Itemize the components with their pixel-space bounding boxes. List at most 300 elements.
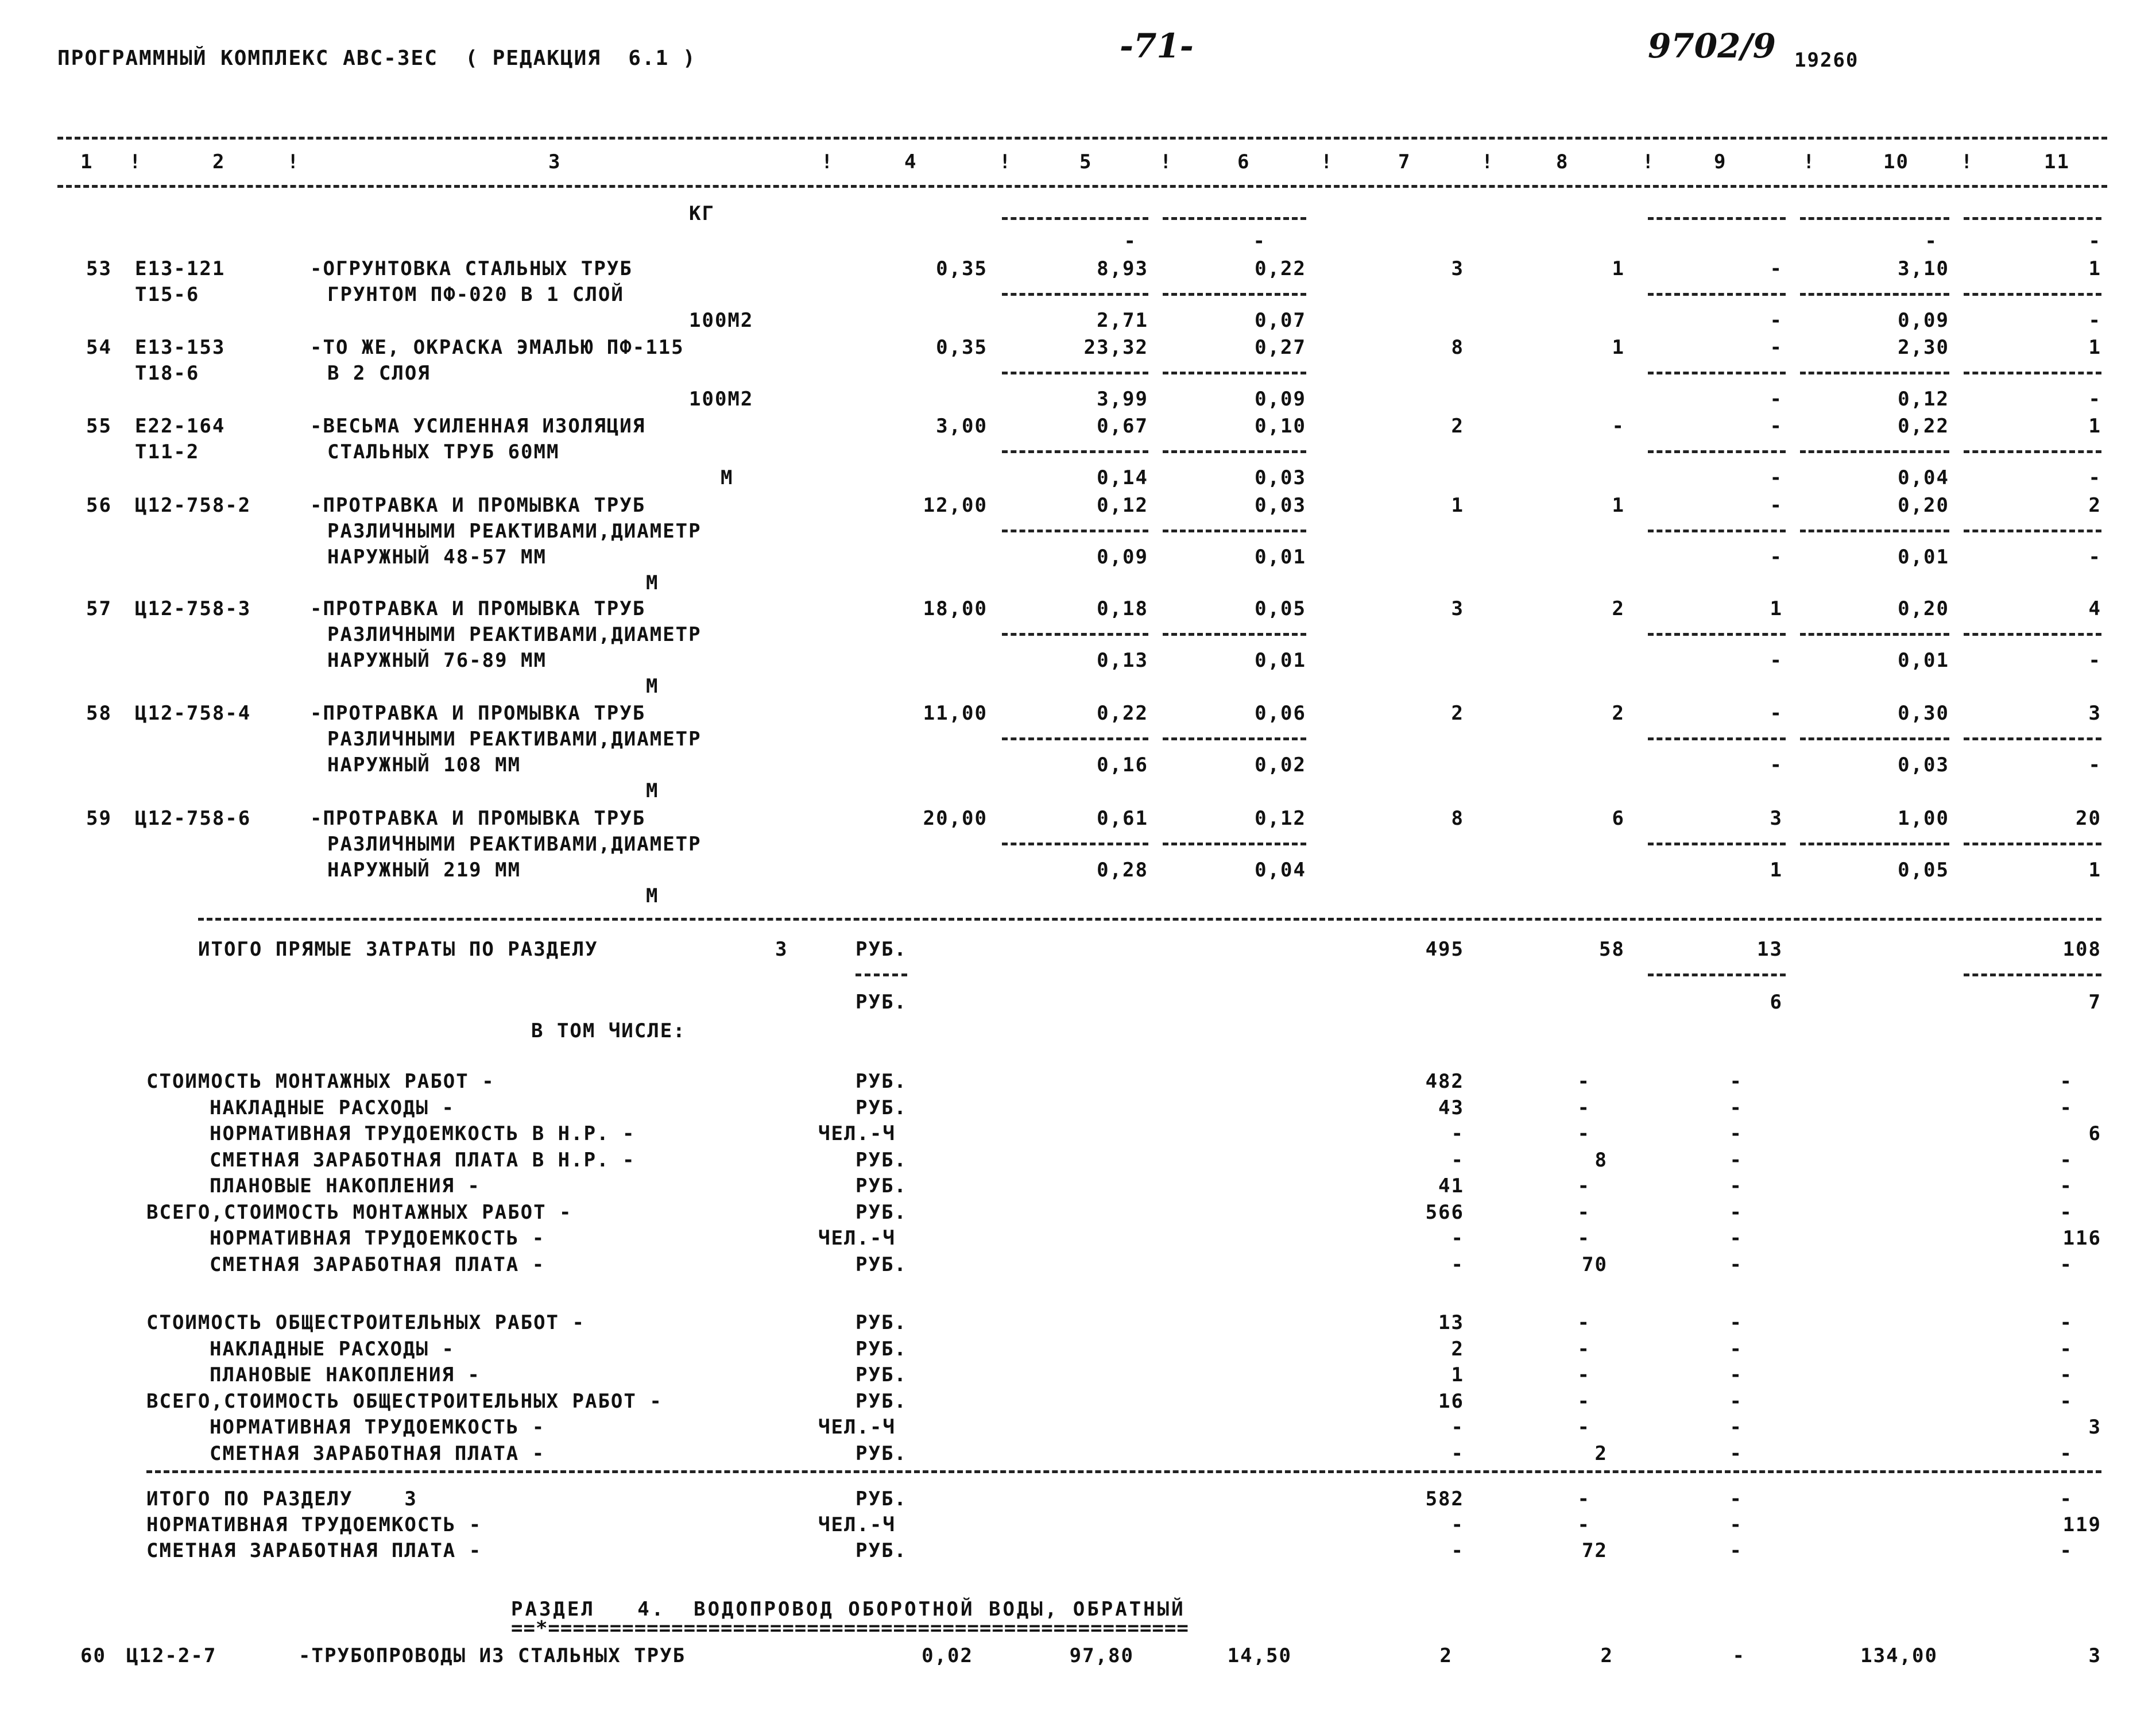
subtotal-rule bbox=[1800, 293, 1949, 296]
summary-unit: РУБ. bbox=[856, 1148, 907, 1172]
summary-label: НАКЛАДНЫЕ РАСХОДЫ - bbox=[210, 1096, 455, 1119]
cell-c9-wage: 1 bbox=[1770, 859, 1783, 882]
row-number: 58 bbox=[86, 702, 112, 725]
summary-c8: 8 bbox=[1594, 1148, 1608, 1172]
column-separator: ! bbox=[821, 150, 834, 173]
summary-label: СТОИМОСТЬ МОНТАЖНЫХ РАБОТ - bbox=[146, 1070, 495, 1093]
subtotal-rule bbox=[1800, 530, 1949, 532]
cell-c5: 0,61 bbox=[1097, 807, 1148, 830]
column-header: 11 bbox=[2044, 150, 2070, 173]
cell-c9-wage: - bbox=[1770, 754, 1783, 776]
summary-unit: РУБ. bbox=[856, 1311, 907, 1334]
summary-unit: РУБ. bbox=[856, 1389, 907, 1413]
summary-c7: 1 bbox=[1451, 1363, 1464, 1386]
rate-code: Ц12-758-3 bbox=[135, 597, 251, 620]
cell-c10: 0,30 bbox=[1898, 702, 1949, 725]
column-header: 4 bbox=[904, 150, 918, 173]
work-description: -ПРОТРАВКА И ПРОМЫВКА ТРУБ bbox=[310, 597, 646, 620]
unit-label: КГ bbox=[689, 202, 715, 225]
cell-c11: 1 bbox=[2088, 415, 2101, 438]
summary-c7: - bbox=[1451, 1513, 1464, 1536]
summary-c9: - bbox=[1729, 1175, 1743, 1197]
subtotal-rule bbox=[1648, 530, 1786, 532]
summary-c7: - bbox=[1451, 1539, 1464, 1562]
subtotal-rule bbox=[1800, 737, 1949, 740]
row-number: 56 bbox=[86, 494, 112, 517]
subtotal-rule bbox=[1964, 737, 2101, 740]
summary-unit: РУБ. bbox=[856, 1337, 907, 1361]
summary-c11: 3 bbox=[2088, 1416, 2101, 1439]
cell-c5: 8,93 bbox=[1097, 257, 1148, 280]
subtotal-rule bbox=[1800, 843, 1949, 845]
cell-c5-wage: 0,16 bbox=[1097, 754, 1148, 776]
rate-code: Ц12-758-6 bbox=[135, 807, 251, 830]
rate-code: Е13-153 bbox=[135, 336, 226, 359]
rate-code: Ц12-758-2 bbox=[135, 494, 251, 517]
work-description: РАЗЛИЧНЫМИ РЕАКТИВАМИ,ДИАМЕТР bbox=[327, 520, 702, 543]
summary-c11: 116 bbox=[2062, 1227, 2101, 1250]
cell-c6: 0,05 bbox=[1255, 597, 1306, 620]
cell-c5-wage: 0,09 bbox=[1097, 546, 1148, 569]
cell-c9: - bbox=[1770, 336, 1783, 359]
section-title: РАЗДЕЛ 4. ВОДОПРОВОД ОБОРОТНОЙ ВОДЫ, ОБРАТНЫЙ bbox=[511, 1598, 1186, 1621]
summary-c11: - bbox=[2060, 1253, 2073, 1276]
cell-c11: 1 bbox=[2088, 336, 2101, 359]
rate-code: Е22-164 bbox=[135, 415, 226, 438]
subtotal-rule bbox=[1964, 633, 2101, 636]
row-number: 54 bbox=[86, 336, 112, 359]
summary-c7: 582 bbox=[1425, 1488, 1464, 1510]
unit-label: М bbox=[721, 466, 734, 489]
subtotal-rule bbox=[1163, 372, 1306, 374]
cell-c6-wage: 0,02 bbox=[1255, 754, 1306, 776]
column-separator: ! bbox=[129, 150, 142, 173]
summary-c9: - bbox=[1729, 1200, 1743, 1224]
subtotal-rule bbox=[1002, 633, 1148, 636]
subtotal-rule bbox=[1800, 217, 1949, 220]
cell-c9: 3 bbox=[1770, 807, 1783, 830]
cell-c8: 1 bbox=[1612, 494, 1625, 517]
column-separator: ! bbox=[1481, 150, 1495, 173]
summary-c8: - bbox=[1577, 1389, 1590, 1413]
quantity: 12,00 bbox=[923, 494, 988, 517]
work-description: РАЗЛИЧНЫМИ РЕАКТИВАМИ,ДИАМЕТР bbox=[327, 623, 702, 646]
summary-c9: - bbox=[1729, 1227, 1743, 1250]
cell-c7: 8 bbox=[1451, 336, 1464, 359]
summary-label: ПЛАНОВЫЕ НАКОПЛЕНИЯ - bbox=[210, 1363, 481, 1386]
subtotal-rule bbox=[1800, 372, 1949, 374]
rate-code-secondary: Т15-6 bbox=[135, 283, 200, 306]
summary-c8: - bbox=[1577, 1200, 1590, 1224]
summary-c7: - bbox=[1451, 1227, 1464, 1250]
cell-c11-wage: - bbox=[2088, 466, 2101, 489]
summary-unit: РУБ. bbox=[856, 1488, 907, 1510]
subtotal-rule bbox=[1002, 372, 1148, 374]
quantity: 18,00 bbox=[923, 597, 988, 620]
summary-unit: РУБ. bbox=[856, 1253, 907, 1276]
summary-c11: - bbox=[2060, 1148, 2073, 1172]
cell-c5: 23,32 bbox=[1083, 336, 1148, 359]
subtotal-rule bbox=[1648, 843, 1786, 845]
column-header: 3 bbox=[548, 150, 562, 173]
subtotal-rule bbox=[1002, 450, 1148, 453]
direct-total-label: ИТОГО ПРЯМЫЕ ЗАТРАТЫ ПО РАЗДЕЛУ bbox=[198, 938, 598, 961]
summary-c9: - bbox=[1729, 1539, 1743, 1562]
summary-c7: 482 bbox=[1425, 1070, 1464, 1093]
cell-c11-wage: - bbox=[2088, 309, 2101, 332]
rate-code: Е13-121 bbox=[135, 257, 226, 280]
subtotal-rule bbox=[1964, 293, 2101, 296]
section-rule bbox=[146, 1470, 2101, 1473]
summary-label: СМЕТНАЯ ЗАРАБОТНАЯ ПЛАТА В Н.Р. - bbox=[210, 1148, 636, 1172]
column-separator: ! bbox=[287, 150, 300, 173]
summary-c11: - bbox=[2060, 1488, 2073, 1510]
unit-label: М bbox=[646, 884, 659, 907]
summary-label: СТОИМОСТЬ ОБЩЕСТРОИТЕЛЬНЫХ РАБОТ - bbox=[146, 1311, 585, 1334]
subtotal-rule bbox=[1964, 450, 2101, 453]
summary-unit: РУБ. bbox=[856, 1363, 907, 1386]
summary-c11: - bbox=[2060, 1311, 2073, 1334]
summary-unit: ЧЕЛ.-Ч bbox=[818, 1416, 896, 1439]
subtotal-rule bbox=[1163, 217, 1306, 220]
direct-total-unit-wage: РУБ. bbox=[856, 991, 907, 1014]
column-header: 6 bbox=[1237, 150, 1251, 173]
subtotal-rule bbox=[1163, 450, 1306, 453]
cell-c10-wage: 0,09 bbox=[1898, 309, 1949, 332]
cell-c9: 1 bbox=[1770, 597, 1783, 620]
cell-c10: 2,30 bbox=[1898, 336, 1949, 359]
cell-c11: 20 bbox=[2076, 807, 2101, 830]
including-heading: В ТОМ ЧИСЛЕ: bbox=[531, 1019, 686, 1042]
cell-c5-wage: 0,14 bbox=[1097, 466, 1148, 489]
cell-c10-wage: 0,01 bbox=[1898, 546, 1949, 569]
cell-c11-wage: - bbox=[2088, 388, 2101, 411]
subtotal-rule bbox=[1964, 843, 2101, 845]
summary-c9: - bbox=[1729, 1389, 1743, 1413]
subtotal-rule bbox=[1002, 530, 1148, 532]
summary-c7: 2 bbox=[1451, 1337, 1464, 1361]
summary-c8: 70 bbox=[1582, 1253, 1608, 1276]
cell-c6-wage: 0,04 bbox=[1255, 859, 1306, 882]
subtotal-rule bbox=[1163, 293, 1306, 296]
quantity: 3,00 bbox=[936, 415, 988, 438]
rate-code-secondary: Т11-2 bbox=[135, 441, 200, 463]
cell-c10: 3,10 bbox=[1898, 257, 1949, 280]
cell-c5: - bbox=[1124, 230, 1137, 253]
cell-c10-wage: 0,03 bbox=[1898, 754, 1949, 776]
summary-unit: РУБ. bbox=[856, 1200, 907, 1224]
cell-c11: 3 bbox=[2088, 1644, 2101, 1667]
column-separator: ! bbox=[999, 150, 1012, 173]
summary-c8: - bbox=[1577, 1311, 1590, 1334]
summary-label: НОРМАТИВНАЯ ТРУДОЕМКОСТЬ В Н.Р. - bbox=[210, 1122, 636, 1145]
subtotal-rule bbox=[1163, 843, 1306, 845]
cell-c9: - bbox=[1770, 702, 1783, 725]
cell-c10: 134,00 bbox=[1860, 1644, 1938, 1667]
unit-label: 100М2 bbox=[689, 309, 754, 332]
subtotal-rule bbox=[1002, 217, 1148, 220]
cell-c11-wage: - bbox=[2088, 754, 2101, 776]
page-number: -71- bbox=[1120, 26, 1194, 65]
summary-c9: - bbox=[1729, 1442, 1743, 1465]
row-number: 60 bbox=[80, 1644, 106, 1667]
cell-c6: 0,10 bbox=[1255, 415, 1306, 438]
summary-unit: РУБ. bbox=[856, 1539, 907, 1562]
work-description: -ПРОТРАВКА И ПРОМЫВКА ТРУБ bbox=[310, 494, 646, 517]
cell-c5-wage: 2,71 bbox=[1097, 309, 1148, 332]
column-separator: ! bbox=[1321, 150, 1334, 173]
cell-c5: 97,80 bbox=[1069, 1644, 1134, 1667]
summary-label: ПЛАНОВЫЕ НАКОПЛЕНИЯ - bbox=[210, 1175, 481, 1197]
cell-c7: 2 bbox=[1439, 1644, 1453, 1667]
summary-unit: РУБ. bbox=[856, 1175, 907, 1197]
summary-c7: - bbox=[1451, 1416, 1464, 1439]
subtotal-rule bbox=[1964, 372, 2101, 374]
subtotal-rule bbox=[1648, 973, 1786, 976]
row-number: 57 bbox=[86, 597, 112, 620]
cell-c6-wage: 0,09 bbox=[1255, 388, 1306, 411]
cell-c6-wage: 0,01 bbox=[1255, 546, 1306, 569]
cell-c6-wage: 0,01 bbox=[1255, 649, 1306, 672]
cell-c10-wage: 0,05 bbox=[1898, 859, 1949, 882]
column-separator: ! bbox=[1160, 150, 1173, 173]
cell-c5: 0,67 bbox=[1097, 415, 1148, 438]
cell-c7: 3 bbox=[1451, 597, 1464, 620]
subtotal-rule bbox=[1648, 450, 1786, 453]
cell-c11: 2 bbox=[2088, 494, 2101, 517]
cell-c5: 0,18 bbox=[1097, 597, 1148, 620]
summary-label: ВСЕГО,СТОИМОСТЬ МОНТАЖНЫХ РАБОТ - bbox=[146, 1200, 572, 1224]
rate-code: Ц12-2-7 bbox=[126, 1644, 217, 1667]
summary-c9: - bbox=[1729, 1122, 1743, 1145]
cell-c7: 3 bbox=[1451, 257, 1464, 280]
summary-c7: - bbox=[1451, 1148, 1464, 1172]
subtotal-rule bbox=[1800, 450, 1949, 453]
direct-total-c11-wage: 7 bbox=[2088, 991, 2101, 1014]
cell-c9-wage: - bbox=[1770, 466, 1783, 489]
cell-c8: 1 bbox=[1612, 257, 1625, 280]
cell-c6-wage: 0,07 bbox=[1255, 309, 1306, 332]
summary-c8: - bbox=[1577, 1227, 1590, 1250]
column-header: 5 bbox=[1079, 150, 1093, 173]
work-description: -ПРОТРАВКА И ПРОМЫВКА ТРУБ bbox=[310, 807, 646, 830]
summary-c11: - bbox=[2060, 1442, 2073, 1465]
summary-c8: - bbox=[1577, 1175, 1590, 1197]
summary-label: НОРМАТИВНАЯ ТРУДОЕМКОСТЬ - bbox=[210, 1416, 545, 1439]
direct-total-c11: 108 bbox=[2062, 938, 2101, 961]
summary-c8: - bbox=[1577, 1096, 1590, 1119]
subtotal-rule bbox=[1648, 217, 1786, 220]
summary-unit: ЧЕЛ.-Ч bbox=[818, 1227, 896, 1250]
header-rule-bottom bbox=[57, 185, 2107, 188]
cell-c9-wage: - bbox=[1770, 546, 1783, 569]
cell-c9-wage: - bbox=[1770, 309, 1783, 332]
unit-label: М bbox=[646, 675, 659, 698]
direct-total-c8: 58 bbox=[1599, 938, 1625, 961]
cell-c5: 0,12 bbox=[1097, 494, 1148, 517]
work-description: СТАЛЬНЫХ ТРУБ 60ММ bbox=[327, 441, 560, 463]
cell-c11: - bbox=[2088, 230, 2101, 253]
work-description: -ПРОТРАВКА И ПРОМЫВКА ТРУБ bbox=[310, 702, 646, 725]
summary-c9: - bbox=[1729, 1253, 1743, 1276]
summary-c7: 43 bbox=[1438, 1096, 1464, 1119]
cell-c8: 2 bbox=[1600, 1644, 1613, 1667]
unit-label: М bbox=[646, 779, 659, 802]
summary-c7: 566 bbox=[1425, 1200, 1464, 1224]
column-header: 8 bbox=[1556, 150, 1569, 173]
subtotal-rule bbox=[1163, 530, 1306, 532]
rate-code-secondary: Т18-6 bbox=[135, 362, 200, 385]
subtotal-rule bbox=[1163, 633, 1306, 636]
section-underline: ==*==================================================== bbox=[511, 1617, 1189, 1640]
subtotal-rule bbox=[1800, 633, 1949, 636]
summary-unit: РУБ. bbox=[856, 1070, 907, 1093]
column-separator: ! bbox=[1803, 150, 1816, 173]
summary-c9: - bbox=[1729, 1513, 1743, 1536]
summary-label: ИТОГО ПО РАЗДЕЛУ 3 bbox=[146, 1488, 417, 1510]
section-rule bbox=[198, 918, 2101, 921]
summary-c11: - bbox=[2060, 1200, 2073, 1224]
cell-c8: 2 bbox=[1612, 597, 1625, 620]
cell-c9: - bbox=[1770, 494, 1783, 517]
summary-c8: 2 bbox=[1594, 1442, 1608, 1465]
subtotal-rule bbox=[1002, 843, 1148, 845]
work-description: -ОГРУНТОВКА СТАЛЬНЫХ ТРУБ bbox=[310, 257, 633, 280]
row-number: 53 bbox=[86, 257, 112, 280]
summary-unit: ЧЕЛ.-Ч bbox=[818, 1513, 896, 1536]
cell-c8: 1 bbox=[1612, 336, 1625, 359]
cell-c9: - bbox=[1770, 257, 1783, 280]
summary-c7: - bbox=[1451, 1442, 1464, 1465]
summary-c11: - bbox=[2060, 1096, 2073, 1119]
summary-c9: - bbox=[1729, 1096, 1743, 1119]
cell-c5-wage: 0,28 bbox=[1097, 859, 1148, 882]
cell-c10-wage: 0,01 bbox=[1898, 649, 1949, 672]
row-number: 55 bbox=[86, 415, 112, 438]
summary-c8: - bbox=[1577, 1488, 1590, 1510]
work-description: НАРУЖНЫЙ 108 ММ bbox=[327, 754, 521, 776]
program-header: ПРОГРАММНЫЙ КОМПЛЕКС АВС-3ЕС ( РЕДАКЦИЯ 6.1 ) bbox=[57, 47, 696, 70]
cell-c6: 14,50 bbox=[1227, 1644, 1292, 1667]
cell-c6: 0,06 bbox=[1255, 702, 1306, 725]
summary-c9: - bbox=[1729, 1363, 1743, 1386]
cell-c9: - bbox=[1770, 415, 1783, 438]
summary-unit: ЧЕЛ.-Ч bbox=[818, 1122, 896, 1145]
cell-c7: 8 bbox=[1451, 807, 1464, 830]
summary-c8: - bbox=[1577, 1363, 1590, 1386]
summary-c11: - bbox=[2060, 1175, 2073, 1197]
summary-c8: 72 bbox=[1582, 1539, 1608, 1562]
cell-c11-wage: 1 bbox=[2088, 859, 2101, 882]
column-separator: ! bbox=[1642, 150, 1655, 173]
subtotal-rule bbox=[1648, 737, 1786, 740]
work-description: НАРУЖНЫЙ 76-89 ММ bbox=[327, 649, 547, 672]
quantity: 0,35 bbox=[936, 257, 988, 280]
document-code: 19260 bbox=[1794, 49, 1859, 72]
cell-c5-wage: 3,99 bbox=[1097, 388, 1148, 411]
cell-c9: - bbox=[1732, 1644, 1745, 1667]
direct-total-unit: РУБ. bbox=[856, 938, 907, 961]
direct-total-section: 3 bbox=[775, 938, 788, 961]
subtotal-rule bbox=[1163, 737, 1306, 740]
cell-c9-wage: - bbox=[1770, 388, 1783, 411]
cell-c5-wage: 0,13 bbox=[1097, 649, 1148, 672]
summary-c11: 119 bbox=[2062, 1513, 2101, 1536]
quantity: 20,00 bbox=[923, 807, 988, 830]
column-header: 1 bbox=[80, 150, 94, 173]
column-header: 2 bbox=[212, 150, 226, 173]
direct-total-c7: 495 bbox=[1425, 938, 1464, 961]
summary-label: НОРМАТИВНАЯ ТРУДОЕМКОСТЬ - bbox=[210, 1227, 545, 1250]
cell-c11: 1 bbox=[2088, 257, 2101, 280]
header-rule-top bbox=[57, 137, 2107, 140]
summary-c7: - bbox=[1451, 1122, 1464, 1145]
summary-c8: - bbox=[1577, 1070, 1590, 1093]
summary-c11: 6 bbox=[2088, 1122, 2101, 1145]
summary-unit: РУБ. bbox=[856, 1442, 907, 1465]
document-number: 9702/9 bbox=[1648, 26, 1776, 65]
summary-c8: - bbox=[1577, 1337, 1590, 1361]
column-header: 9 bbox=[1714, 150, 1727, 173]
direct-total-c9-wage: 6 bbox=[1770, 991, 1783, 1014]
summary-c9: - bbox=[1729, 1311, 1743, 1334]
cell-c7: 2 bbox=[1451, 702, 1464, 725]
summary-label: НОРМАТИВНАЯ ТРУДОЕМКОСТЬ - bbox=[146, 1513, 482, 1536]
cell-c8: 6 bbox=[1612, 807, 1625, 830]
cell-c7: 1 bbox=[1451, 494, 1464, 517]
cell-c10-wage: 0,12 bbox=[1898, 388, 1949, 411]
cell-c9-wage: - bbox=[1770, 649, 1783, 672]
column-header: 10 bbox=[1883, 150, 1909, 173]
cell-c10: 0,22 bbox=[1898, 415, 1949, 438]
summary-label: СМЕТНАЯ ЗАРАБОТНАЯ ПЛАТА - bbox=[210, 1253, 545, 1276]
summary-c8: - bbox=[1577, 1416, 1590, 1439]
summary-c8: - bbox=[1577, 1513, 1590, 1536]
row-number: 59 bbox=[86, 807, 112, 830]
subtotal-rule bbox=[1648, 293, 1786, 296]
cell-c6: 0,12 bbox=[1255, 807, 1306, 830]
cell-c10: 0,20 bbox=[1898, 597, 1949, 620]
cell-c10-wage: 0,04 bbox=[1898, 466, 1949, 489]
unit-label: М bbox=[646, 571, 659, 594]
cell-c6: 0,03 bbox=[1255, 494, 1306, 517]
column-header: 7 bbox=[1398, 150, 1411, 173]
summary-label: СМЕТНАЯ ЗАРАБОТНАЯ ПЛАТА - bbox=[146, 1539, 482, 1562]
summary-c8: - bbox=[1577, 1122, 1590, 1145]
subtotal-rule bbox=[1964, 530, 2101, 532]
cell-c6: 0,27 bbox=[1255, 336, 1306, 359]
summary-c7: 41 bbox=[1438, 1175, 1464, 1197]
subtotal-rule bbox=[1964, 973, 2101, 976]
summary-c11: - bbox=[2060, 1070, 2073, 1093]
cell-c7: 2 bbox=[1451, 415, 1464, 438]
work-description: -ТРУБОПРОВОДЫ ИЗ СТАЛЬНЫХ ТРУБ bbox=[299, 1644, 686, 1667]
summary-c7: - bbox=[1451, 1253, 1464, 1276]
unit-label: 100М2 bbox=[689, 388, 754, 411]
subtotal-rule bbox=[1002, 293, 1148, 296]
subtotal-rule bbox=[1964, 217, 2101, 220]
summary-label: СМЕТНАЯ ЗАРАБОТНАЯ ПЛАТА - bbox=[210, 1442, 545, 1465]
work-description: -ВЕСЬМА УСИЛЕННАЯ ИЗОЛЯЦИЯ bbox=[310, 415, 646, 438]
work-description: ГРУНТОМ ПФ-020 В 1 СЛОЙ bbox=[327, 283, 624, 306]
cell-c10: 1,00 bbox=[1898, 807, 1949, 830]
summary-c11: - bbox=[2060, 1389, 2073, 1413]
summary-label: НАКЛАДНЫЕ РАСХОДЫ - bbox=[210, 1337, 455, 1361]
quantity: 0,02 bbox=[922, 1644, 973, 1667]
work-description: НАРУЖНЫЙ 219 ММ bbox=[327, 859, 521, 882]
summary-label: ВСЕГО,СТОИМОСТЬ ОБЩЕСТРОИТЕЛЬНЫХ РАБОТ - bbox=[146, 1389, 663, 1413]
cell-c10: - bbox=[1925, 230, 1938, 253]
